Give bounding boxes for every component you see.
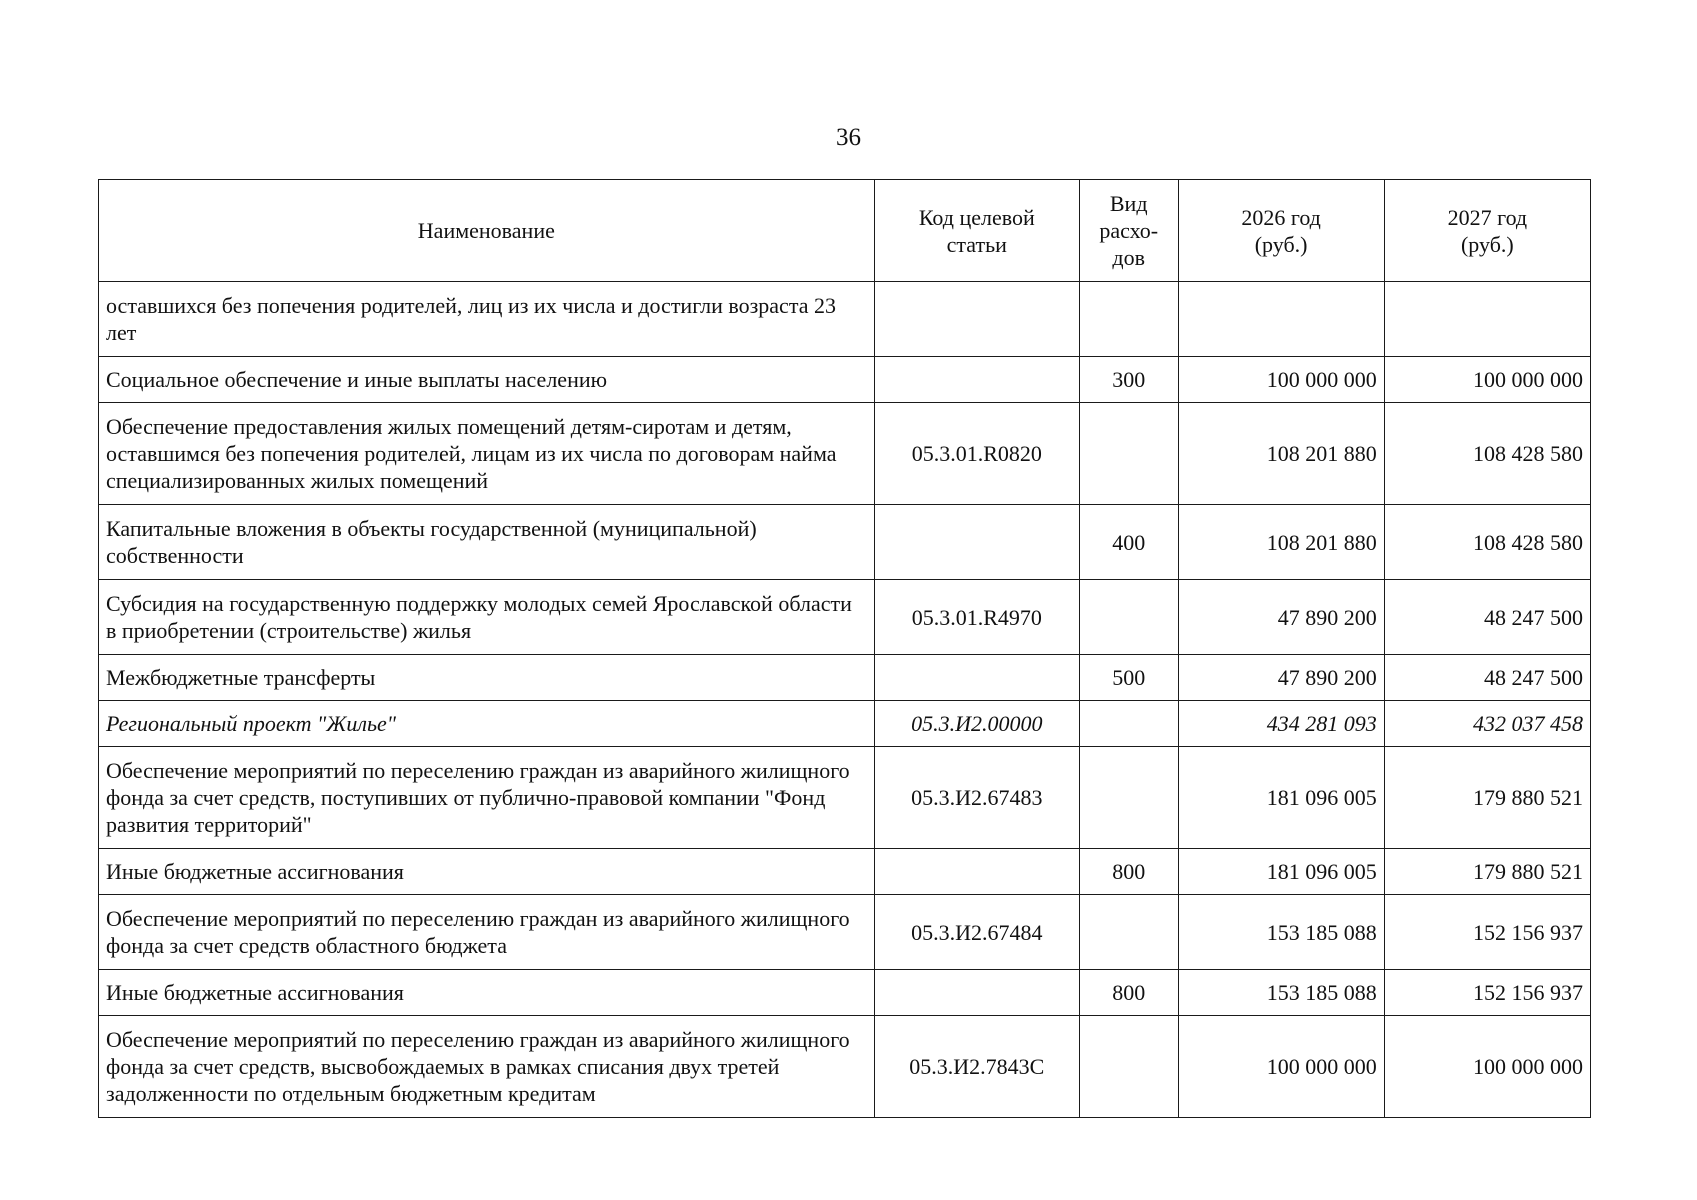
cell-2026: 181 096 005 <box>1178 849 1384 895</box>
cell-name: Иные бюджетные ассигнования <box>99 849 875 895</box>
cell-name: Обеспечение мероприятий по переселению граждан из аварийного жилищного фонда за счет средств областного бюджета <box>99 895 875 970</box>
cell-name: Региональный проект "Жилье" <box>99 701 875 747</box>
cell-2027: 432 037 458 <box>1384 701 1590 747</box>
header-2026: 2026 год (руб.) <box>1178 180 1384 282</box>
cell-2027: 108 428 580 <box>1384 505 1590 580</box>
cell-2027: 152 156 937 <box>1384 970 1590 1016</box>
cell-2026: 153 185 088 <box>1178 970 1384 1016</box>
cell-type <box>1079 580 1178 655</box>
cell-code: 05.3.И2.67483 <box>874 747 1079 849</box>
cell-2026: 108 201 880 <box>1178 505 1384 580</box>
table-row <box>99 895 1591 970</box>
table-row <box>99 849 1591 895</box>
cell-code <box>874 505 1079 580</box>
cell-2027: 179 880 521 <box>1384 747 1590 849</box>
cell-2027: 100 000 000 <box>1384 357 1590 403</box>
cell-type <box>1079 895 1178 970</box>
table-row <box>99 655 1591 701</box>
cell-2026: 434 281 093 <box>1178 701 1384 747</box>
table-row <box>99 357 1591 403</box>
cell-name: Обеспечение мероприятий по переселению граждан из аварийного жилищного фонда за счет средств, высвобождаемых в рамках списания двух третей задолженности по отдельным бюджетным кредитам <box>99 1016 875 1118</box>
cell-2026: 100 000 000 <box>1178 1016 1384 1118</box>
header-2027: 2027 год (руб.) <box>1384 180 1590 282</box>
cell-type: 800 <box>1079 849 1178 895</box>
cell-2027: 100 000 000 <box>1384 1016 1590 1118</box>
budget-table <box>98 179 1591 1118</box>
header-code: Код целевой статьи <box>874 180 1079 282</box>
table-row <box>99 747 1591 849</box>
cell-code: 05.3.01.R0820 <box>874 403 1079 505</box>
cell-2026: 108 201 880 <box>1178 403 1384 505</box>
cell-code: 05.3.01.R4970 <box>874 580 1079 655</box>
cell-name: оставшихся без попечения родителей, лиц из их числа и достигли возраста 23 лет <box>99 282 875 357</box>
cell-code <box>874 357 1079 403</box>
table-row <box>99 701 1591 747</box>
cell-2026: 100 000 000 <box>1178 357 1384 403</box>
table-header-row <box>99 180 1591 282</box>
cell-name: Межбюджетные трансферты <box>99 655 875 701</box>
cell-name: Социальное обеспечение и иные выплаты населению <box>99 357 875 403</box>
cell-code <box>874 655 1079 701</box>
cell-name: Обеспечение мероприятий по переселению граждан из аварийного жилищного фонда за счет средств, поступивших от публично-правовой компании "Фонд развития территорий" <box>99 747 875 849</box>
cell-type <box>1079 701 1178 747</box>
cell-type <box>1079 1016 1178 1118</box>
cell-name: Обеспечение предоставления жилых помещений детям-сиротам и детям, оставшимся без попечения родителей, лицам из их числа по договорам найма специализированных жилых помещений <box>99 403 875 505</box>
cell-type: 500 <box>1079 655 1178 701</box>
cell-2027: 179 880 521 <box>1384 849 1590 895</box>
cell-2027 <box>1384 282 1590 357</box>
header-name: Наименование <box>99 180 875 282</box>
cell-type: 300 <box>1079 357 1178 403</box>
cell-type: 400 <box>1079 505 1178 580</box>
cell-code: 05.3.И2.7843С <box>874 1016 1079 1118</box>
cell-code <box>874 282 1079 357</box>
page-number: 36 <box>836 124 861 151</box>
cell-2026: 181 096 005 <box>1178 747 1384 849</box>
cell-2026: 47 890 200 <box>1178 655 1384 701</box>
cell-type: 800 <box>1079 970 1178 1016</box>
cell-type <box>1079 282 1178 357</box>
cell-2027: 48 247 500 <box>1384 580 1590 655</box>
cell-name: Субсидия на государственную поддержку молодых семей Ярославской области в приобретении (строительстве) жилья <box>99 580 875 655</box>
header-type: Вид расхо-дов <box>1079 180 1178 282</box>
cell-code: 05.3.И2.67484 <box>874 895 1079 970</box>
cell-type <box>1079 403 1178 505</box>
cell-type <box>1079 747 1178 849</box>
table-row <box>99 282 1591 357</box>
table-row <box>99 1016 1591 1118</box>
cell-code: 05.3.И2.00000 <box>874 701 1079 747</box>
cell-2027: 48 247 500 <box>1384 655 1590 701</box>
cell-name: Иные бюджетные ассигнования <box>99 970 875 1016</box>
table-row <box>99 580 1591 655</box>
table-row <box>99 970 1591 1016</box>
cell-2027: 152 156 937 <box>1384 895 1590 970</box>
cell-2026: 47 890 200 <box>1178 580 1384 655</box>
cell-2026 <box>1178 282 1384 357</box>
cell-2026: 153 185 088 <box>1178 895 1384 970</box>
cell-code <box>874 970 1079 1016</box>
cell-2027: 108 428 580 <box>1384 403 1590 505</box>
table-row <box>99 403 1591 505</box>
cell-code <box>874 849 1079 895</box>
table-row <box>99 505 1591 580</box>
cell-name: Капитальные вложения в объекты государственной (муниципальной) собственности <box>99 505 875 580</box>
